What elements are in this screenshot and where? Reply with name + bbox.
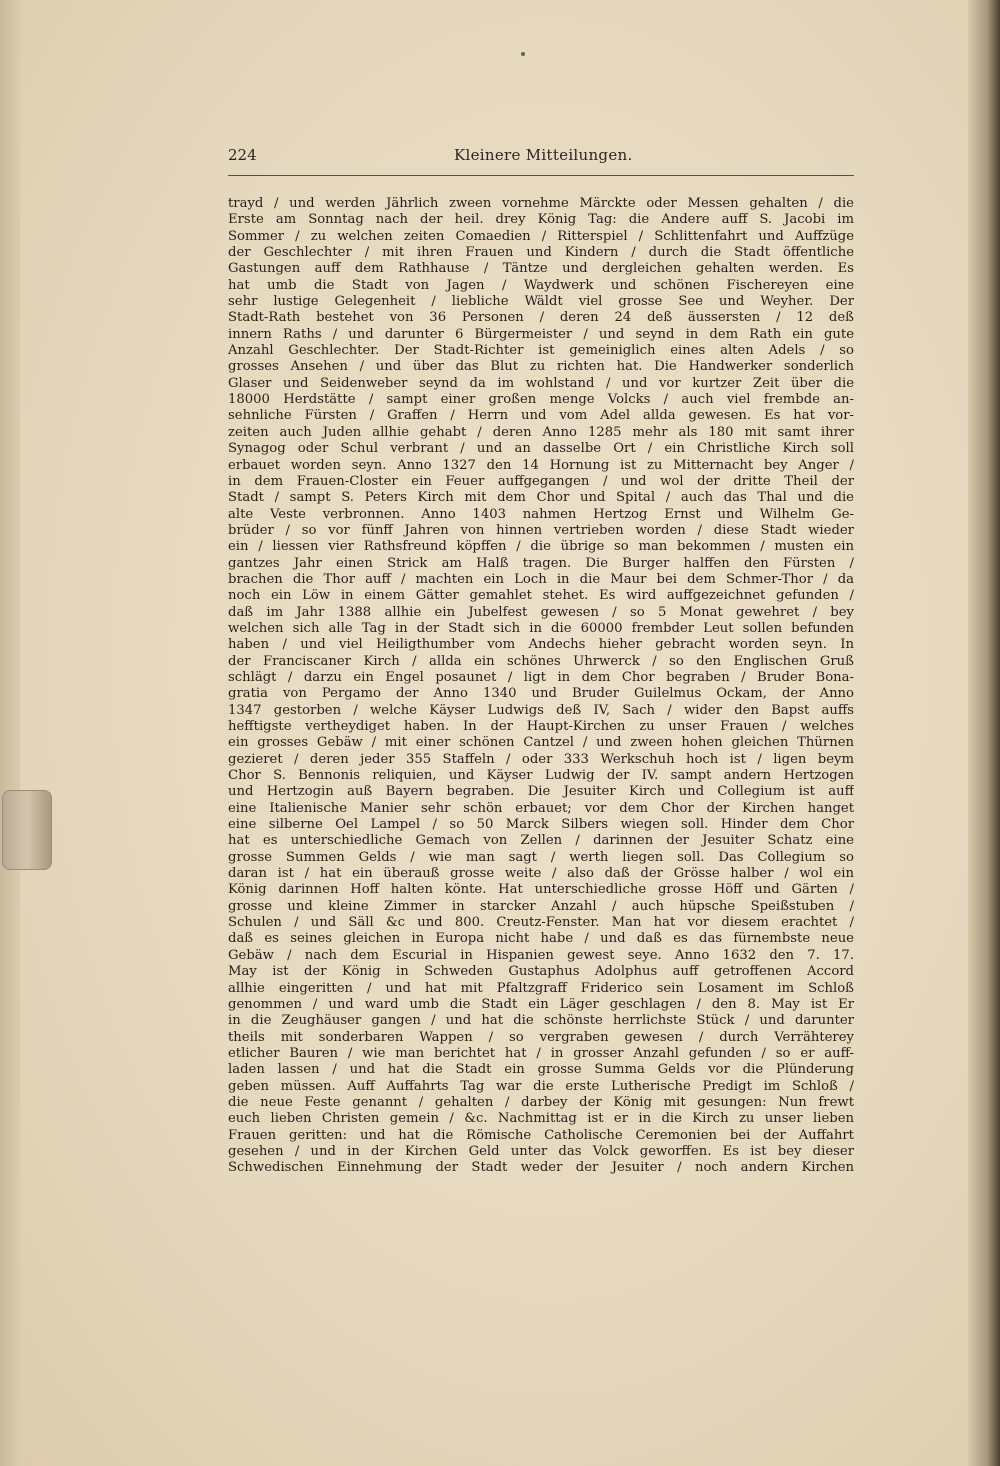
text-line: Sommer / zu welchen zeiten Comaedien / Ritterspiel / Schlittenfahrt und Auffzüge bbox=[228, 228, 854, 244]
text-line: und Hertzogin auß Bayern begraben. Die Jesuiter Kirch und Collegium ist auff bbox=[228, 784, 854, 800]
text-line: daß im Jahr 1388 allhie ein Jubelfest gewesen / so 5 Monat gewehret / bey bbox=[228, 604, 854, 620]
text-line: gesehen / und in der Kirchen Geld unter das Volck geworffen. Es ist bey dieser bbox=[228, 1143, 854, 1159]
text-line: gratia von Pergamo der Anno 1340 und Bruder Guilelmus Ockam, der Anno bbox=[228, 686, 854, 702]
text-line: sehr lustige Gelegenheit / liebliche Wäldt viel grosse See und Weyher. Der bbox=[228, 294, 854, 310]
page-number: 224 bbox=[228, 146, 257, 164]
text-line: geben müssen. Auff Auffahrts Tag war die erste Lutherische Predigt im Schloß / bbox=[228, 1078, 854, 1094]
text-line: trayd / und werden Jährlich zween vornehme Märckte oder Messen gehalten / die bbox=[228, 196, 854, 211]
paper-speck bbox=[521, 52, 525, 56]
text-line: die neue Feste genannt / gehalten / darbey der König mit gesungen: Nun frewt bbox=[228, 1094, 854, 1110]
page-right-edge bbox=[968, 0, 1000, 1466]
text-line: Anzahl Geschlechter. Der Stadt-Richter ist gemeiniglich eines alten Adels / so bbox=[228, 343, 854, 359]
text-line: Gebäw / nach dem Escurial in Hispanien gewest seye. Anno 1632 den 7. 17. bbox=[228, 947, 854, 963]
page-left-edge bbox=[0, 0, 20, 1466]
text-line: hat es unterschiedliche Gemach von Zellen / darinnen der Jesuiter Schatz eine bbox=[228, 833, 854, 849]
page-clip bbox=[2, 790, 52, 870]
text-line: 18000 Herdstätte / sampt einer großen menge Volcks / auch viel frembde an- bbox=[228, 392, 854, 408]
text-line: euch lieben Christen gemein / &c. Nachmittag ist er in die Kirch zu unser lieben bbox=[228, 1111, 854, 1127]
text-line: der Geschlechter / mit ihren Frauen und Kindern / durch die Stadt öffentliche bbox=[228, 245, 854, 261]
text-line: Stadt / sampt S. Peters Kirch mit dem Chor und Spital / auch das Thal und die bbox=[228, 490, 854, 506]
page-header bbox=[228, 146, 854, 172]
text-line: daß es seines gleichen in Europa nicht habe / und daß es das fürnembste neue bbox=[228, 931, 854, 947]
text-line: sehnliche Fürsten / Graffen / Herrn und vom Adel allda gewesen. Es hat vor- bbox=[228, 408, 854, 424]
text-line: erbauet worden seyn. Anno 1327 den 14 Hornung ist zu Mitternacht bey Anger / bbox=[228, 457, 854, 473]
running-title: Kleinere Mitteilungen. bbox=[454, 146, 633, 164]
text-line: Synagog oder Schul verbrant / und an dasselbe Ort / ein Christliche Kirch soll bbox=[228, 441, 854, 457]
text-line: welchen sich alle Tag in der Stadt sich in die 60000 frembder Leut sollen befunden bbox=[228, 620, 854, 636]
text-line: in dem Frauen-Closter ein Feuer auffgegangen / und wol der dritte Theil der bbox=[228, 473, 854, 489]
text-line: Erste am Sonntag nach der heil. drey König Tag: die Andere auff S. Jacobi im bbox=[228, 212, 854, 228]
text-line: grosse und kleine Zimmer in starcker Anzahl / auch hüpsche Speißstuben / bbox=[228, 898, 854, 914]
text-line: genommen / und ward umb die Stadt ein Läger geschlagen / den 8. May ist Er bbox=[228, 996, 854, 1012]
header-rule bbox=[228, 175, 854, 176]
text-line: brachen die Thor auff / machten ein Loch in die Maur bei dem Schmer-Thor / da bbox=[228, 571, 854, 587]
text-line: grosses Ansehen / und über das Blut zu richten hat. Die Handwerker sonderlich bbox=[228, 359, 854, 375]
text-line: laden lassen / und hat die Stadt ein grosse Summa Gelds vor die Plünderung bbox=[228, 1062, 854, 1078]
text-line: daran ist / hat ein überauß grosse weite / also daß der Grösse halber / wol ein bbox=[228, 866, 854, 882]
text-line: haben / und viel Heiligthumber vom Andechs hieher gebracht worden seyn. In bbox=[228, 637, 854, 653]
text-line: Gastungen auff dem Rathhause / Täntze und dergleichen gehalten werden. Es bbox=[228, 261, 854, 277]
text-line: Chor S. Bennonis reliquien, und Käyser Ludwig der IV. sampt andern Hertzogen bbox=[228, 768, 854, 784]
text-line: in die Zeughäuser gangen / und hat die schönste herrlichste Stück / und darunter bbox=[228, 1013, 854, 1029]
text-line: zeiten auch Juden allhie gehabt / deren Anno 1285 mehr als 180 mit samt ihrer bbox=[228, 424, 854, 440]
text-line: theils mit sonderbaren Wappen / so vergraben gewesen / durch Verrähterey bbox=[228, 1029, 854, 1045]
text-line: König darinnen Hoff halten könte. Hat unterschiedliche grosse Höff und Gärten / bbox=[228, 882, 854, 898]
text-line: eine silberne Oel Lampel / so 50 Marck Silbers wiegen soll. Hinder dem Chor bbox=[228, 817, 854, 833]
text-line: hefftigste vertheydiget haben. In der Haupt-Kirchen zu unser Frauen / welches bbox=[228, 719, 854, 734]
text-line: alte Veste verbronnen. Anno 1403 nahmen Hertzog Ernst und Wilhelm Ge- bbox=[228, 506, 854, 522]
text-line: ein grosses Gebäw / mit einer schönen Cantzel / und zween hohen gleichen Thürnen bbox=[228, 735, 854, 751]
text-line: May ist der König in Schweden Gustaphus Adolphus auff getroffenen Accord bbox=[228, 964, 854, 980]
text-line: eine Italienische Manier sehr schön erbauet; vor dem Chor der Kirchen hanget bbox=[228, 800, 854, 816]
text-line: hat umb die Stadt von Jagen / Waydwerk und schönen Fischereyen eine bbox=[228, 277, 854, 293]
text-line: 1347 gestorben / welche Käyser Ludwigs deß IV, Sach / wider den Bapst auffs bbox=[228, 702, 854, 718]
text-line: Schwedischen Einnehmung der Stadt weder der Jesuiter / noch andern Kirchen bbox=[228, 1160, 854, 1176]
text-line: innern Raths / und darunter 6 Bürgermeister / und seynd in dem Rath ein gute bbox=[228, 326, 854, 342]
text-line: Stadt-Rath bestehet von 36 Personen / deren 24 deß äussersten / 12 deß bbox=[228, 310, 854, 326]
text-line: Frauen geritten: und hat die Römische Catholische Ceremonien bei der Auffahrt bbox=[228, 1127, 854, 1143]
text-line: etlicher Bauren / wie man berichtet hat / in grosser Anzahl gefunden / so er auff- bbox=[228, 1045, 854, 1061]
text-line: der Franciscaner Kirch / allda ein schönes Uhrwerck / so den Englischen Gruß bbox=[228, 653, 854, 669]
body-text bbox=[228, 196, 854, 1177]
text-line: grosse Summen Gelds / wie man sagt / werth liegen soll. Das Collegium so bbox=[228, 849, 854, 865]
text-line: Schulen / und Säll &c und 800. Creutz-Fenster. Man hat vor diesem erachtet / bbox=[228, 915, 854, 931]
text-line: allhie eingeritten / und hat mit Pfaltzgraff Friderico sein Losament im Schloß bbox=[228, 980, 854, 996]
text-line: gantzes Jahr einen Strick am Halß tragen. Die Burger halffen den Fürsten / bbox=[228, 555, 854, 571]
text-line: brüder / so vor fünff Jahren von hinnen vertrieben worden / diese Stadt wieder bbox=[228, 522, 854, 538]
text-line: schlägt / darzu ein Engel posaunet / ligt in dem Chor begraben / Bruder Bona- bbox=[228, 669, 854, 685]
text-line: Glaser und Seidenweber seynd da im wohlstand / und vor kurtzer Zeit über die bbox=[228, 375, 854, 391]
text-line: noch ein Löw in einem Gätter gemahlet stehet. Es wird auffgezeichnet gefunden / bbox=[228, 588, 854, 604]
text-line: ein / liessen vier Rathsfreund köpffen / die übrige so man bekommen / musten ein bbox=[228, 539, 854, 555]
text-line: gezieret / deren jeder 355 Staffeln / oder 333 Werkschuh hoch ist / ligen beym bbox=[228, 751, 854, 767]
